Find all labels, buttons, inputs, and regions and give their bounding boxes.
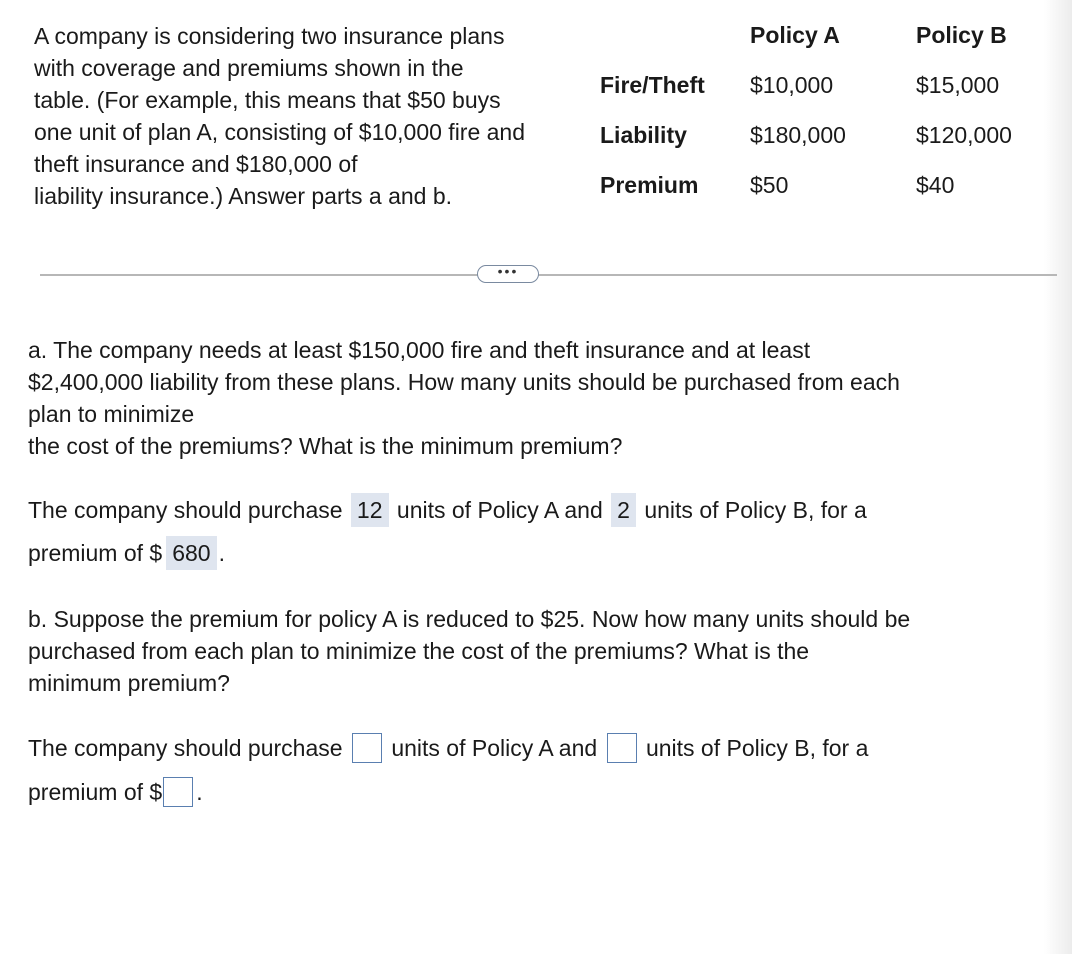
intro-line: liability insurance.) Answer parts a and b. [34, 183, 453, 209]
intro-line: table. (For example, this means that $50 buys [34, 87, 501, 113]
row-label-premium: Premium [600, 172, 699, 198]
answer-suffix: units of Policy B, for a [644, 497, 867, 523]
row-label-liability: Liability [600, 122, 687, 148]
answer-prefix: The company should purchase [28, 497, 343, 523]
show-more-button[interactable]: ••• [477, 265, 539, 283]
answer-units-b-field[interactable]: 2 [611, 493, 636, 527]
part-a-answer-line-1 [28, 493, 867, 527]
part-a-line: $2,400,000 liability from these plans. How many units should be purchased from each [28, 369, 900, 395]
part-a-line: plan to minimize [28, 401, 195, 427]
cell-a-fire-theft: $10,000 [750, 72, 834, 98]
answer-middle: units of Policy A and [391, 735, 598, 761]
part-b-answer-line-2 [28, 775, 203, 809]
intro-line: A company is considering two insurance plans [34, 23, 505, 49]
part-a-question [28, 334, 900, 462]
answer-premium-input[interactable] [163, 777, 193, 807]
cell-b-fire-theft: $15,000 [916, 72, 1000, 98]
section-divider [40, 274, 1057, 276]
answer-end: . [218, 540, 225, 566]
header-policy-b: Policy B [916, 22, 1007, 48]
answer-middle: units of Policy A and [396, 497, 603, 523]
answer-suffix: units of Policy B, for a [645, 735, 869, 761]
part-b-line: purchased from each plan to minimize the cost of the premiums? What is the [28, 638, 810, 664]
answer-units-a-input[interactable] [352, 733, 382, 763]
row-label-fire-theft: Fire/Theft [600, 72, 705, 98]
intro-line: theft insurance and $180,000 of [34, 151, 358, 177]
question-intro [34, 20, 614, 212]
cell-b-premium: $40 [916, 172, 955, 198]
answer-units-a-field[interactable]: 12 [351, 493, 389, 527]
part-a-line: a. The company needs at least $150,000 fire and theft insurance and at least [28, 337, 811, 363]
page-edge-shadow [1044, 0, 1072, 954]
part-a-line: the cost of the premiums? What is the minimum premium? [28, 433, 623, 459]
premium-prefix: premium of $ [28, 779, 163, 805]
part-b-question [28, 603, 910, 699]
cell-b-liability: $120,000 [916, 122, 1012, 148]
part-b-line: b. Suppose the premium for policy A is reduced to $25. Now how many units should be [28, 606, 911, 632]
part-b-line: minimum premium? [28, 670, 230, 696]
intro-line: with coverage and premiums shown in the [34, 55, 464, 81]
answer-premium-field[interactable]: 680 [166, 536, 216, 570]
part-a-answer-line-2 [28, 536, 225, 570]
answer-units-b-input[interactable] [607, 733, 637, 763]
answer-end: . [196, 779, 203, 805]
premium-prefix: premium of $ [28, 540, 163, 566]
header-policy-a: Policy A [750, 22, 840, 48]
answer-prefix: The company should purchase [28, 735, 343, 761]
part-b-answer-line-1 [28, 731, 868, 765]
intro-line: one unit of plan A, consisting of $10,000 fire and [34, 119, 526, 145]
cell-a-premium: $50 [750, 172, 789, 198]
cell-a-liability: $180,000 [750, 122, 846, 148]
